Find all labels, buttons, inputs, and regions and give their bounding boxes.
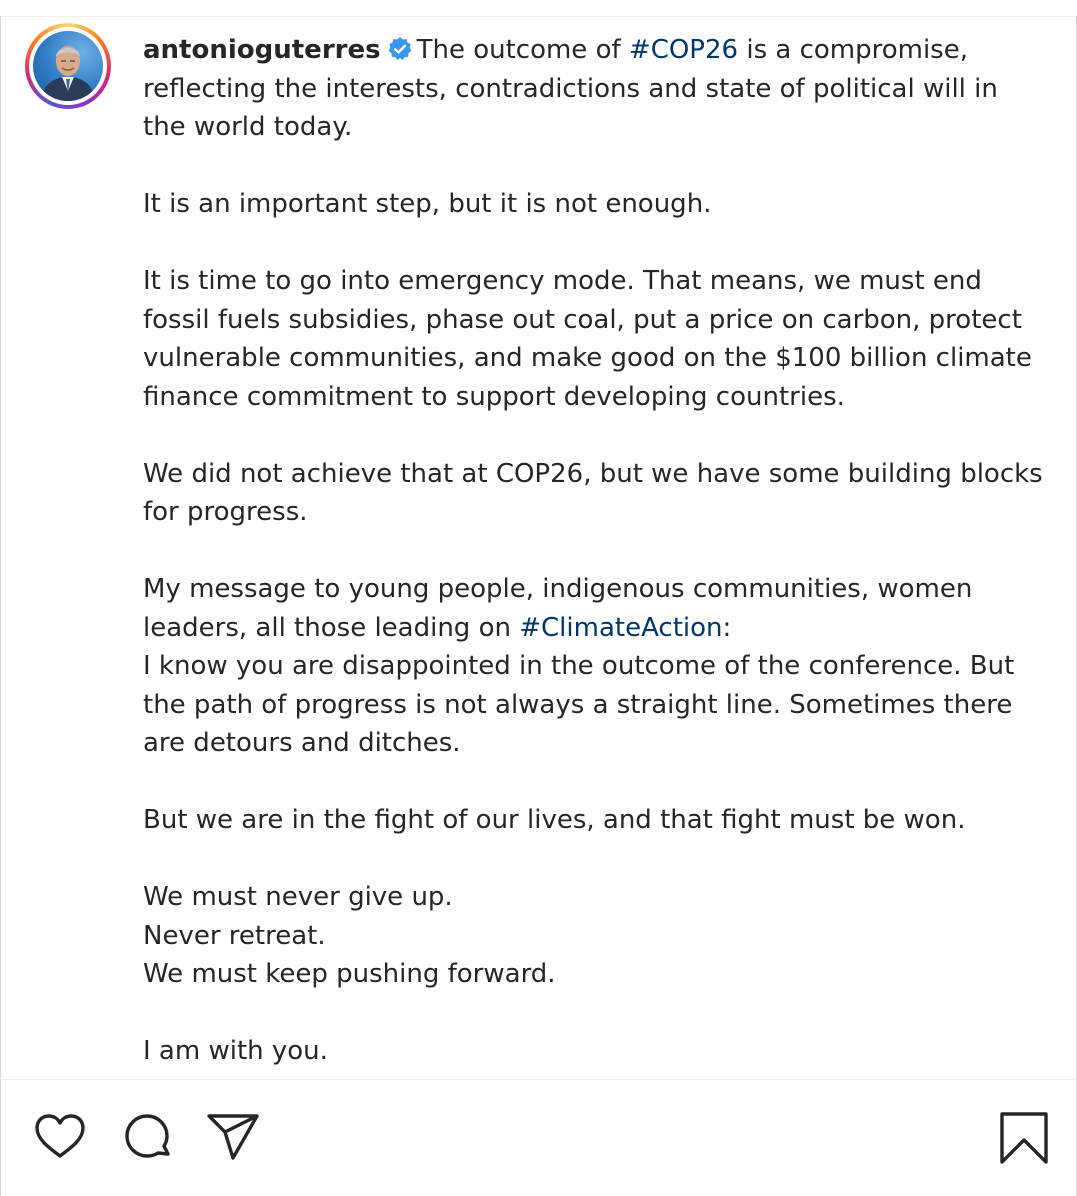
caption-paragraph-5-line-2: I know you are disappointed in the outcome of the conference. But the path of progress is not always a straight line. Sometimes there are detours and ditches. xyxy=(143,651,1015,758)
paragraph-gap xyxy=(143,763,1048,802)
caption-paragraph-4: We did not achieve that at COP26, but we have some building blocks for progress. xyxy=(143,458,1043,527)
caption-line-never-retreat: Never retreat. xyxy=(143,920,326,951)
paragraph-gap xyxy=(143,840,1048,879)
paragraph-gap xyxy=(143,147,1048,186)
post-left-border xyxy=(0,16,1,1196)
caption-intro: The outcome of xyxy=(416,35,629,65)
share-button[interactable] xyxy=(205,1110,261,1166)
paragraph-gap xyxy=(143,416,1048,455)
post-top-border xyxy=(0,16,1077,17)
caption-paragraph-2: It is an important step, but it is not enough. xyxy=(143,189,712,219)
paragraph-gap xyxy=(143,224,1048,263)
paragraph-gap xyxy=(143,994,1048,1033)
save-button[interactable] xyxy=(996,1110,1052,1166)
caption-para5-b: : xyxy=(722,612,732,643)
username-link[interactable]: antonioguterres xyxy=(143,35,381,65)
paper-plane-icon xyxy=(205,1110,261,1166)
bookmark-icon xyxy=(996,1110,1052,1166)
avatar-story-ring[interactable] xyxy=(25,23,111,109)
avatar-portrait xyxy=(33,31,103,101)
verified-badge-icon xyxy=(387,36,413,62)
hashtag-cop26[interactable]: #COP26 xyxy=(628,35,739,65)
caption-paragraph-5 xyxy=(143,570,1048,647)
like-button[interactable] xyxy=(32,1110,88,1166)
caption-intro-rest: is a compromise, reflecting the interests, contradictions and state of political will in the world today. xyxy=(143,35,998,142)
caption-line-never-give-up: We must never give up. xyxy=(143,882,453,912)
comment-button[interactable] xyxy=(119,1110,175,1166)
caption-paragraph-3: It is time to go into emergency mode. That means, we must end fossil fuels subsidies, phase out coal, put a price on carbon, protect vulnerable communities, and make good on the $100 billion climate finance commitment to support developing countries. xyxy=(143,266,1032,412)
heart-icon xyxy=(32,1110,88,1166)
paragraph-gap xyxy=(143,532,1048,571)
caption-paragraph-1 xyxy=(143,31,1048,147)
post-caption xyxy=(143,31,1048,1071)
comment-bubble-icon xyxy=(119,1110,175,1166)
hashtag-climateaction[interactable]: #ClimateAction xyxy=(519,612,723,643)
avatar[interactable] xyxy=(33,31,103,101)
action-bar-divider xyxy=(0,1079,1077,1080)
caption-paragraph-6: But we are in the fight of our lives, and that fight must be won. xyxy=(143,805,966,835)
caption-paragraph-8: I am with you. xyxy=(143,1036,328,1066)
caption-line-keep-pushing: We must keep pushing forward. xyxy=(143,959,556,989)
avatar-ring-gap xyxy=(29,27,107,105)
caption-para5-a: My message to young people, indigenous communities, women leaders, all those leading on xyxy=(143,574,973,643)
